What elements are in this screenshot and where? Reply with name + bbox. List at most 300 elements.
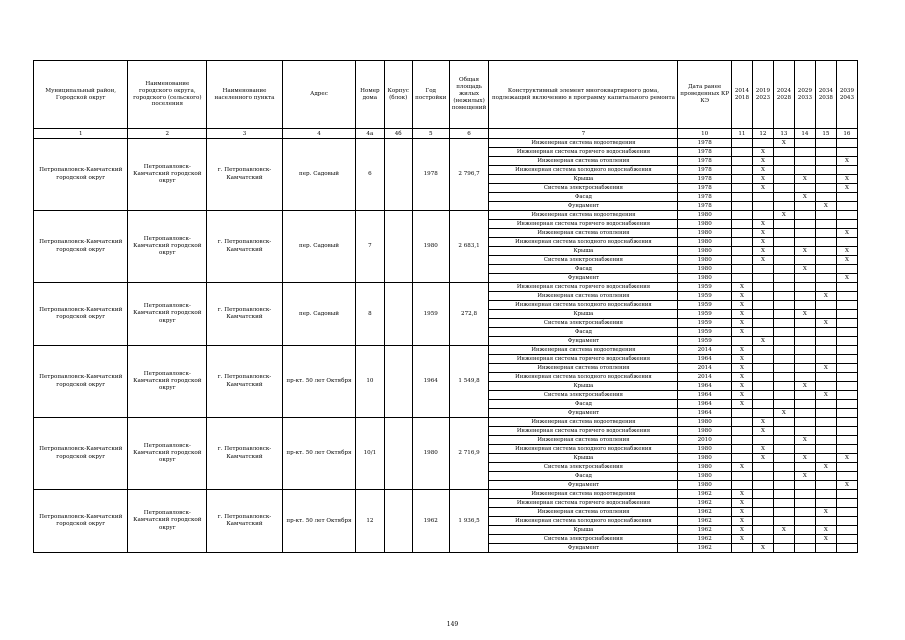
settlement-cell: Петропавловск-Камчатский городской округ	[128, 346, 207, 418]
repair-date-cell: 2014	[678, 346, 732, 355]
period-mark-cell: X	[731, 373, 752, 382]
period-mark-cell	[773, 328, 794, 337]
component-cell: Инженерная система холодного водоснабжения	[489, 517, 678, 526]
repair-date-cell: 1978	[678, 175, 732, 184]
period-mark-cell	[836, 535, 857, 544]
period-mark-cell	[773, 454, 794, 463]
component-cell: Инженерная система горячего водоснабжения	[489, 427, 678, 436]
period-mark-cell	[815, 256, 836, 265]
period-mark-cell	[773, 301, 794, 310]
repair-date-cell: 1959	[678, 292, 732, 301]
period-mark-cell: X	[773, 211, 794, 220]
period-mark-cell	[773, 382, 794, 391]
period-mark-cell	[752, 481, 773, 490]
period-mark-cell	[731, 193, 752, 202]
component-cell: Инженерная система холодного водоснабжения	[489, 373, 678, 382]
area-cell: 2 683,1	[449, 211, 489, 283]
period-mark-cell	[836, 400, 857, 409]
period-mark-cell: X	[836, 454, 857, 463]
period-mark-cell	[752, 463, 773, 472]
repair-date-cell: 1964	[678, 391, 732, 400]
period-mark-cell	[815, 454, 836, 463]
period-mark-cell	[773, 400, 794, 409]
column-number: 14	[794, 129, 815, 139]
component-cell: Инженерная система отопления	[489, 508, 678, 517]
period-mark-cell	[836, 337, 857, 346]
period-mark-cell	[836, 418, 857, 427]
period-mark-cell: X	[794, 382, 815, 391]
period-mark-cell	[836, 148, 857, 157]
repair-date-cell: 1980	[678, 481, 732, 490]
period-mark-cell	[794, 148, 815, 157]
period-mark-cell	[794, 139, 815, 148]
period-mark-cell: X	[815, 391, 836, 400]
component-cell: Крыша	[489, 526, 678, 535]
period-mark-cell	[773, 247, 794, 256]
block-cell	[384, 346, 412, 418]
settlement-cell: Петропавловск-Камчатский городской округ	[128, 490, 207, 553]
period-mark-cell	[731, 256, 752, 265]
period-mark-cell	[836, 139, 857, 148]
period-mark-cell	[815, 301, 836, 310]
period-mark-cell: X	[794, 193, 815, 202]
period-mark-cell	[752, 364, 773, 373]
period-mark-cell: X	[752, 544, 773, 553]
period-mark-cell: X	[794, 310, 815, 319]
table-row	[34, 346, 858, 355]
area-cell: 2 716,9	[449, 418, 489, 490]
component-cell: Система электроснабжения	[489, 391, 678, 400]
build-year-cell: 1959	[412, 283, 449, 346]
period-mark-cell	[773, 364, 794, 373]
period-mark-cell: X	[731, 319, 752, 328]
repair-date-cell: 1980	[678, 472, 732, 481]
component-cell: Фасад	[489, 472, 678, 481]
area-cell: 1 936,5	[449, 490, 489, 553]
period-mark-cell: X	[836, 157, 857, 166]
period-mark-cell: X	[794, 454, 815, 463]
period-mark-cell	[773, 418, 794, 427]
address-cell: пр-кт. 50 лет Октября	[282, 346, 355, 418]
period-mark-cell	[752, 319, 773, 328]
period-mark-cell	[815, 220, 836, 229]
period-mark-cell	[794, 409, 815, 418]
repair-date-cell: 1980	[678, 445, 732, 454]
period-mark-cell: X	[752, 337, 773, 346]
period-mark-cell: X	[752, 157, 773, 166]
period-mark-cell	[815, 238, 836, 247]
period-mark-cell: X	[731, 499, 752, 508]
house-number-cell: 10/1	[356, 418, 384, 490]
period-mark-cell	[815, 283, 836, 292]
component-cell: Фундамент	[489, 202, 678, 211]
repair-date-cell: 1959	[678, 319, 732, 328]
period-mark-cell	[794, 544, 815, 553]
period-mark-cell	[752, 292, 773, 301]
period-mark-cell	[752, 355, 773, 364]
period-mark-cell	[773, 544, 794, 553]
period-mark-cell	[836, 319, 857, 328]
component-cell: Инженерная система отопления	[489, 364, 678, 373]
period-mark-cell	[752, 346, 773, 355]
area-cell: 272,8	[449, 283, 489, 346]
locality-cell: г. Петропавловск-Камчатский	[207, 346, 283, 418]
area-cell: 2 796,7	[449, 139, 489, 211]
table-body	[34, 139, 858, 553]
repair-date-cell: 1980	[678, 220, 732, 229]
repair-date-cell: 1980	[678, 238, 732, 247]
period-mark-cell	[836, 373, 857, 382]
block-cell	[384, 418, 412, 490]
column-header: Номер дома	[356, 61, 384, 129]
period-mark-cell	[836, 220, 857, 229]
repair-date-cell: 1962	[678, 508, 732, 517]
column-number: 1	[34, 129, 128, 139]
column-header: Наименование городского округа, городского (сельского) поселения	[128, 61, 207, 129]
period-mark-cell	[836, 409, 857, 418]
period-mark-cell	[731, 337, 752, 346]
period-mark-cell	[752, 391, 773, 400]
component-cell: Фундамент	[489, 481, 678, 490]
column-number: 5	[412, 129, 449, 139]
period-mark-cell: X	[773, 139, 794, 148]
period-mark-cell: X	[752, 148, 773, 157]
repair-date-cell: 1980	[678, 274, 732, 283]
period-mark-cell	[731, 274, 752, 283]
column-header: 2014 2018	[731, 61, 752, 129]
period-mark-cell	[731, 184, 752, 193]
repair-date-cell: 1978	[678, 202, 732, 211]
column-header: 2029 2033	[794, 61, 815, 129]
repair-date-cell: 1980	[678, 418, 732, 427]
repair-date-cell: 1980	[678, 247, 732, 256]
component-cell: Инженерная система горячего водоснабжения	[489, 148, 678, 157]
component-cell: Крыша	[489, 247, 678, 256]
table-row	[34, 139, 858, 148]
period-mark-cell	[773, 319, 794, 328]
component-cell: Фундамент	[489, 274, 678, 283]
period-mark-cell	[752, 490, 773, 499]
component-cell: Инженерная система горячего водоснабжения	[489, 499, 678, 508]
period-mark-cell	[794, 157, 815, 166]
period-mark-cell	[794, 166, 815, 175]
period-mark-cell	[773, 310, 794, 319]
period-mark-cell	[773, 229, 794, 238]
period-mark-cell	[752, 373, 773, 382]
repair-date-cell: 2010	[678, 436, 732, 445]
period-mark-cell	[752, 283, 773, 292]
repair-date-cell: 2014	[678, 373, 732, 382]
settlement-cell: Петропавловск-Камчатский городской округ	[128, 283, 207, 346]
period-mark-cell	[773, 337, 794, 346]
period-mark-cell	[815, 472, 836, 481]
component-cell: Инженерная система отопления	[489, 436, 678, 445]
column-number: 12	[752, 129, 773, 139]
period-mark-cell	[815, 148, 836, 157]
period-mark-cell: X	[731, 526, 752, 535]
period-mark-cell	[794, 364, 815, 373]
period-mark-cell	[794, 445, 815, 454]
component-cell: Инженерная система водоотведения	[489, 418, 678, 427]
period-mark-cell: X	[836, 229, 857, 238]
component-cell: Инженерная система водоотведения	[489, 139, 678, 148]
table-row	[34, 418, 858, 427]
period-mark-cell: X	[815, 364, 836, 373]
period-mark-cell	[773, 265, 794, 274]
period-mark-cell	[794, 283, 815, 292]
period-mark-cell	[773, 175, 794, 184]
period-mark-cell	[773, 490, 794, 499]
component-cell: Инженерная система водоотведения	[489, 346, 678, 355]
period-mark-cell	[731, 229, 752, 238]
period-mark-cell	[773, 508, 794, 517]
period-mark-cell: X	[731, 490, 752, 499]
component-cell: Инженерная система холодного водоснабжения	[489, 301, 678, 310]
period-mark-cell: X	[815, 535, 836, 544]
period-mark-cell	[752, 274, 773, 283]
period-mark-cell	[815, 346, 836, 355]
address-cell: пр-кт. 50 лет Октября	[282, 490, 355, 553]
period-mark-cell	[731, 202, 752, 211]
period-mark-cell	[773, 238, 794, 247]
locality-cell: г. Петропавловск-Камчатский	[207, 211, 283, 283]
period-mark-cell	[794, 400, 815, 409]
column-header: Наименование населенного пункта	[207, 61, 283, 129]
repair-date-cell: 1959	[678, 337, 732, 346]
period-mark-cell	[773, 274, 794, 283]
house-number-cell: 8	[356, 283, 384, 346]
period-mark-cell	[794, 238, 815, 247]
period-mark-cell	[773, 481, 794, 490]
district-cell: Петропавловск-Камчатский городской округ	[34, 139, 128, 211]
house-number-cell: 7	[356, 211, 384, 283]
period-mark-cell	[836, 310, 857, 319]
address-cell: пр-кт. 50 лет Октября	[282, 418, 355, 490]
period-mark-cell	[731, 454, 752, 463]
column-number: 13	[773, 129, 794, 139]
period-mark-cell: X	[815, 202, 836, 211]
period-mark-cell	[773, 220, 794, 229]
period-mark-cell	[731, 427, 752, 436]
period-mark-cell	[794, 535, 815, 544]
period-mark-cell	[815, 427, 836, 436]
period-mark-cell: X	[815, 508, 836, 517]
period-mark-cell	[836, 445, 857, 454]
period-mark-cell	[752, 535, 773, 544]
period-mark-cell	[752, 436, 773, 445]
period-mark-cell: X	[731, 382, 752, 391]
component-cell: Инженерная система водоотведения	[489, 490, 678, 499]
period-mark-cell	[794, 346, 815, 355]
component-cell: Инженерная система отопления	[489, 292, 678, 301]
period-mark-cell	[815, 175, 836, 184]
period-mark-cell: X	[836, 256, 857, 265]
period-mark-cell: X	[731, 535, 752, 544]
period-mark-cell	[794, 229, 815, 238]
period-mark-cell: X	[794, 265, 815, 274]
period-mark-cell	[731, 481, 752, 490]
period-mark-cell: X	[836, 481, 857, 490]
period-mark-cell	[773, 283, 794, 292]
address-cell: пер. Садовый	[282, 139, 355, 211]
period-mark-cell	[836, 427, 857, 436]
period-mark-cell: X	[731, 364, 752, 373]
period-mark-cell	[752, 400, 773, 409]
period-mark-cell	[815, 157, 836, 166]
repair-date-cell: 1959	[678, 310, 732, 319]
period-mark-cell	[836, 202, 857, 211]
column-header: 2019 2023	[752, 61, 773, 129]
capital-repair-table	[33, 60, 858, 553]
district-cell: Петропавловск-Камчатский городской округ	[34, 346, 128, 418]
component-cell: Инженерная система отопления	[489, 229, 678, 238]
column-header: Корпус (блок)	[384, 61, 412, 129]
period-mark-cell	[773, 148, 794, 157]
repair-date-cell: 1980	[678, 229, 732, 238]
period-mark-cell	[836, 328, 857, 337]
period-mark-cell	[836, 364, 857, 373]
period-mark-cell: X	[752, 175, 773, 184]
period-mark-cell: X	[731, 310, 752, 319]
period-mark-cell	[794, 184, 815, 193]
settlement-cell: Петропавловск-Камчатский городской округ	[128, 418, 207, 490]
repair-date-cell: 1980	[678, 256, 732, 265]
period-mark-cell	[731, 409, 752, 418]
period-mark-cell	[815, 337, 836, 346]
block-cell	[384, 211, 412, 283]
column-number: 7	[489, 129, 678, 139]
period-mark-cell: X	[752, 184, 773, 193]
repair-date-cell: 1978	[678, 157, 732, 166]
repair-date-cell: 1964	[678, 409, 732, 418]
repair-date-cell: 1980	[678, 463, 732, 472]
period-mark-cell	[773, 517, 794, 526]
period-mark-cell	[815, 355, 836, 364]
period-mark-cell	[794, 517, 815, 526]
component-cell: Система электроснабжения	[489, 184, 678, 193]
repair-date-cell: 1980	[678, 454, 732, 463]
period-mark-cell	[794, 526, 815, 535]
column-header: Конструктивный элемент многоквартирного дома, подлежащий включению в программу капитального ремонта	[489, 61, 678, 129]
repair-date-cell: 1978	[678, 166, 732, 175]
period-mark-cell	[836, 355, 857, 364]
period-mark-cell	[836, 463, 857, 472]
period-mark-cell	[815, 211, 836, 220]
period-mark-cell: X	[731, 391, 752, 400]
period-mark-cell	[836, 193, 857, 202]
repair-date-cell: 1962	[678, 544, 732, 553]
period-mark-cell	[815, 247, 836, 256]
period-mark-cell	[794, 220, 815, 229]
repair-date-cell: 1964	[678, 382, 732, 391]
header-row	[34, 61, 858, 129]
column-header: Год постройки	[412, 61, 449, 129]
period-mark-cell	[773, 373, 794, 382]
page-number: 149	[446, 621, 459, 628]
period-mark-cell	[752, 301, 773, 310]
period-mark-cell	[815, 490, 836, 499]
component-cell: Инженерная система водоотведения	[489, 211, 678, 220]
period-mark-cell	[752, 382, 773, 391]
repair-date-cell: 1980	[678, 427, 732, 436]
period-mark-cell	[731, 436, 752, 445]
period-mark-cell	[773, 445, 794, 454]
component-cell: Система электроснабжения	[489, 319, 678, 328]
period-mark-cell	[794, 373, 815, 382]
repair-date-cell: 2014	[678, 364, 732, 373]
column-number: 2	[128, 129, 207, 139]
period-mark-cell	[752, 193, 773, 202]
locality-cell: г. Петропавловск-Камчатский	[207, 418, 283, 490]
column-number: 15	[815, 129, 836, 139]
period-mark-cell: X	[752, 220, 773, 229]
period-mark-cell	[794, 337, 815, 346]
period-mark-cell	[815, 409, 836, 418]
period-mark-cell	[773, 436, 794, 445]
period-mark-cell: X	[794, 175, 815, 184]
address-cell: пер. Садовый	[282, 283, 355, 346]
repair-date-cell: 1962	[678, 517, 732, 526]
period-mark-cell	[773, 193, 794, 202]
table-row	[34, 490, 858, 499]
period-mark-cell	[794, 274, 815, 283]
period-mark-cell: X	[752, 418, 773, 427]
period-mark-cell	[773, 157, 794, 166]
period-mark-cell	[752, 499, 773, 508]
period-mark-cell	[794, 499, 815, 508]
period-mark-cell	[815, 274, 836, 283]
period-mark-cell	[836, 238, 857, 247]
period-mark-cell	[815, 499, 836, 508]
repair-date-cell: 1962	[678, 526, 732, 535]
period-mark-cell	[731, 166, 752, 175]
period-mark-cell: X	[794, 472, 815, 481]
column-header: 2024 2028	[773, 61, 794, 129]
period-mark-cell: X	[731, 400, 752, 409]
period-mark-cell: X	[731, 508, 752, 517]
period-mark-cell	[731, 247, 752, 256]
period-mark-cell: X	[815, 526, 836, 535]
period-mark-cell: X	[752, 256, 773, 265]
period-mark-cell	[836, 517, 857, 526]
build-year-cell: 1980	[412, 418, 449, 490]
repair-date-cell: 1962	[678, 490, 732, 499]
period-mark-cell: X	[752, 454, 773, 463]
period-mark-cell: X	[731, 355, 752, 364]
period-mark-cell	[752, 265, 773, 274]
period-mark-cell	[836, 382, 857, 391]
period-mark-cell	[731, 238, 752, 247]
period-mark-cell	[815, 373, 836, 382]
column-number: 4б	[384, 129, 412, 139]
period-mark-cell: X	[731, 328, 752, 337]
period-mark-cell: X	[731, 346, 752, 355]
period-mark-cell	[731, 544, 752, 553]
period-mark-cell	[794, 292, 815, 301]
block-cell	[384, 283, 412, 346]
period-mark-cell: X	[836, 175, 857, 184]
repair-date-cell: 1978	[678, 193, 732, 202]
period-mark-cell: X	[836, 184, 857, 193]
locality-cell: г. Петропавловск-Камчатский	[207, 283, 283, 346]
period-mark-cell: X	[731, 292, 752, 301]
period-mark-cell	[773, 535, 794, 544]
period-mark-cell	[773, 463, 794, 472]
period-mark-cell	[731, 175, 752, 184]
build-year-cell: 1964	[412, 346, 449, 418]
column-number: 11	[731, 129, 752, 139]
period-mark-cell	[731, 265, 752, 274]
